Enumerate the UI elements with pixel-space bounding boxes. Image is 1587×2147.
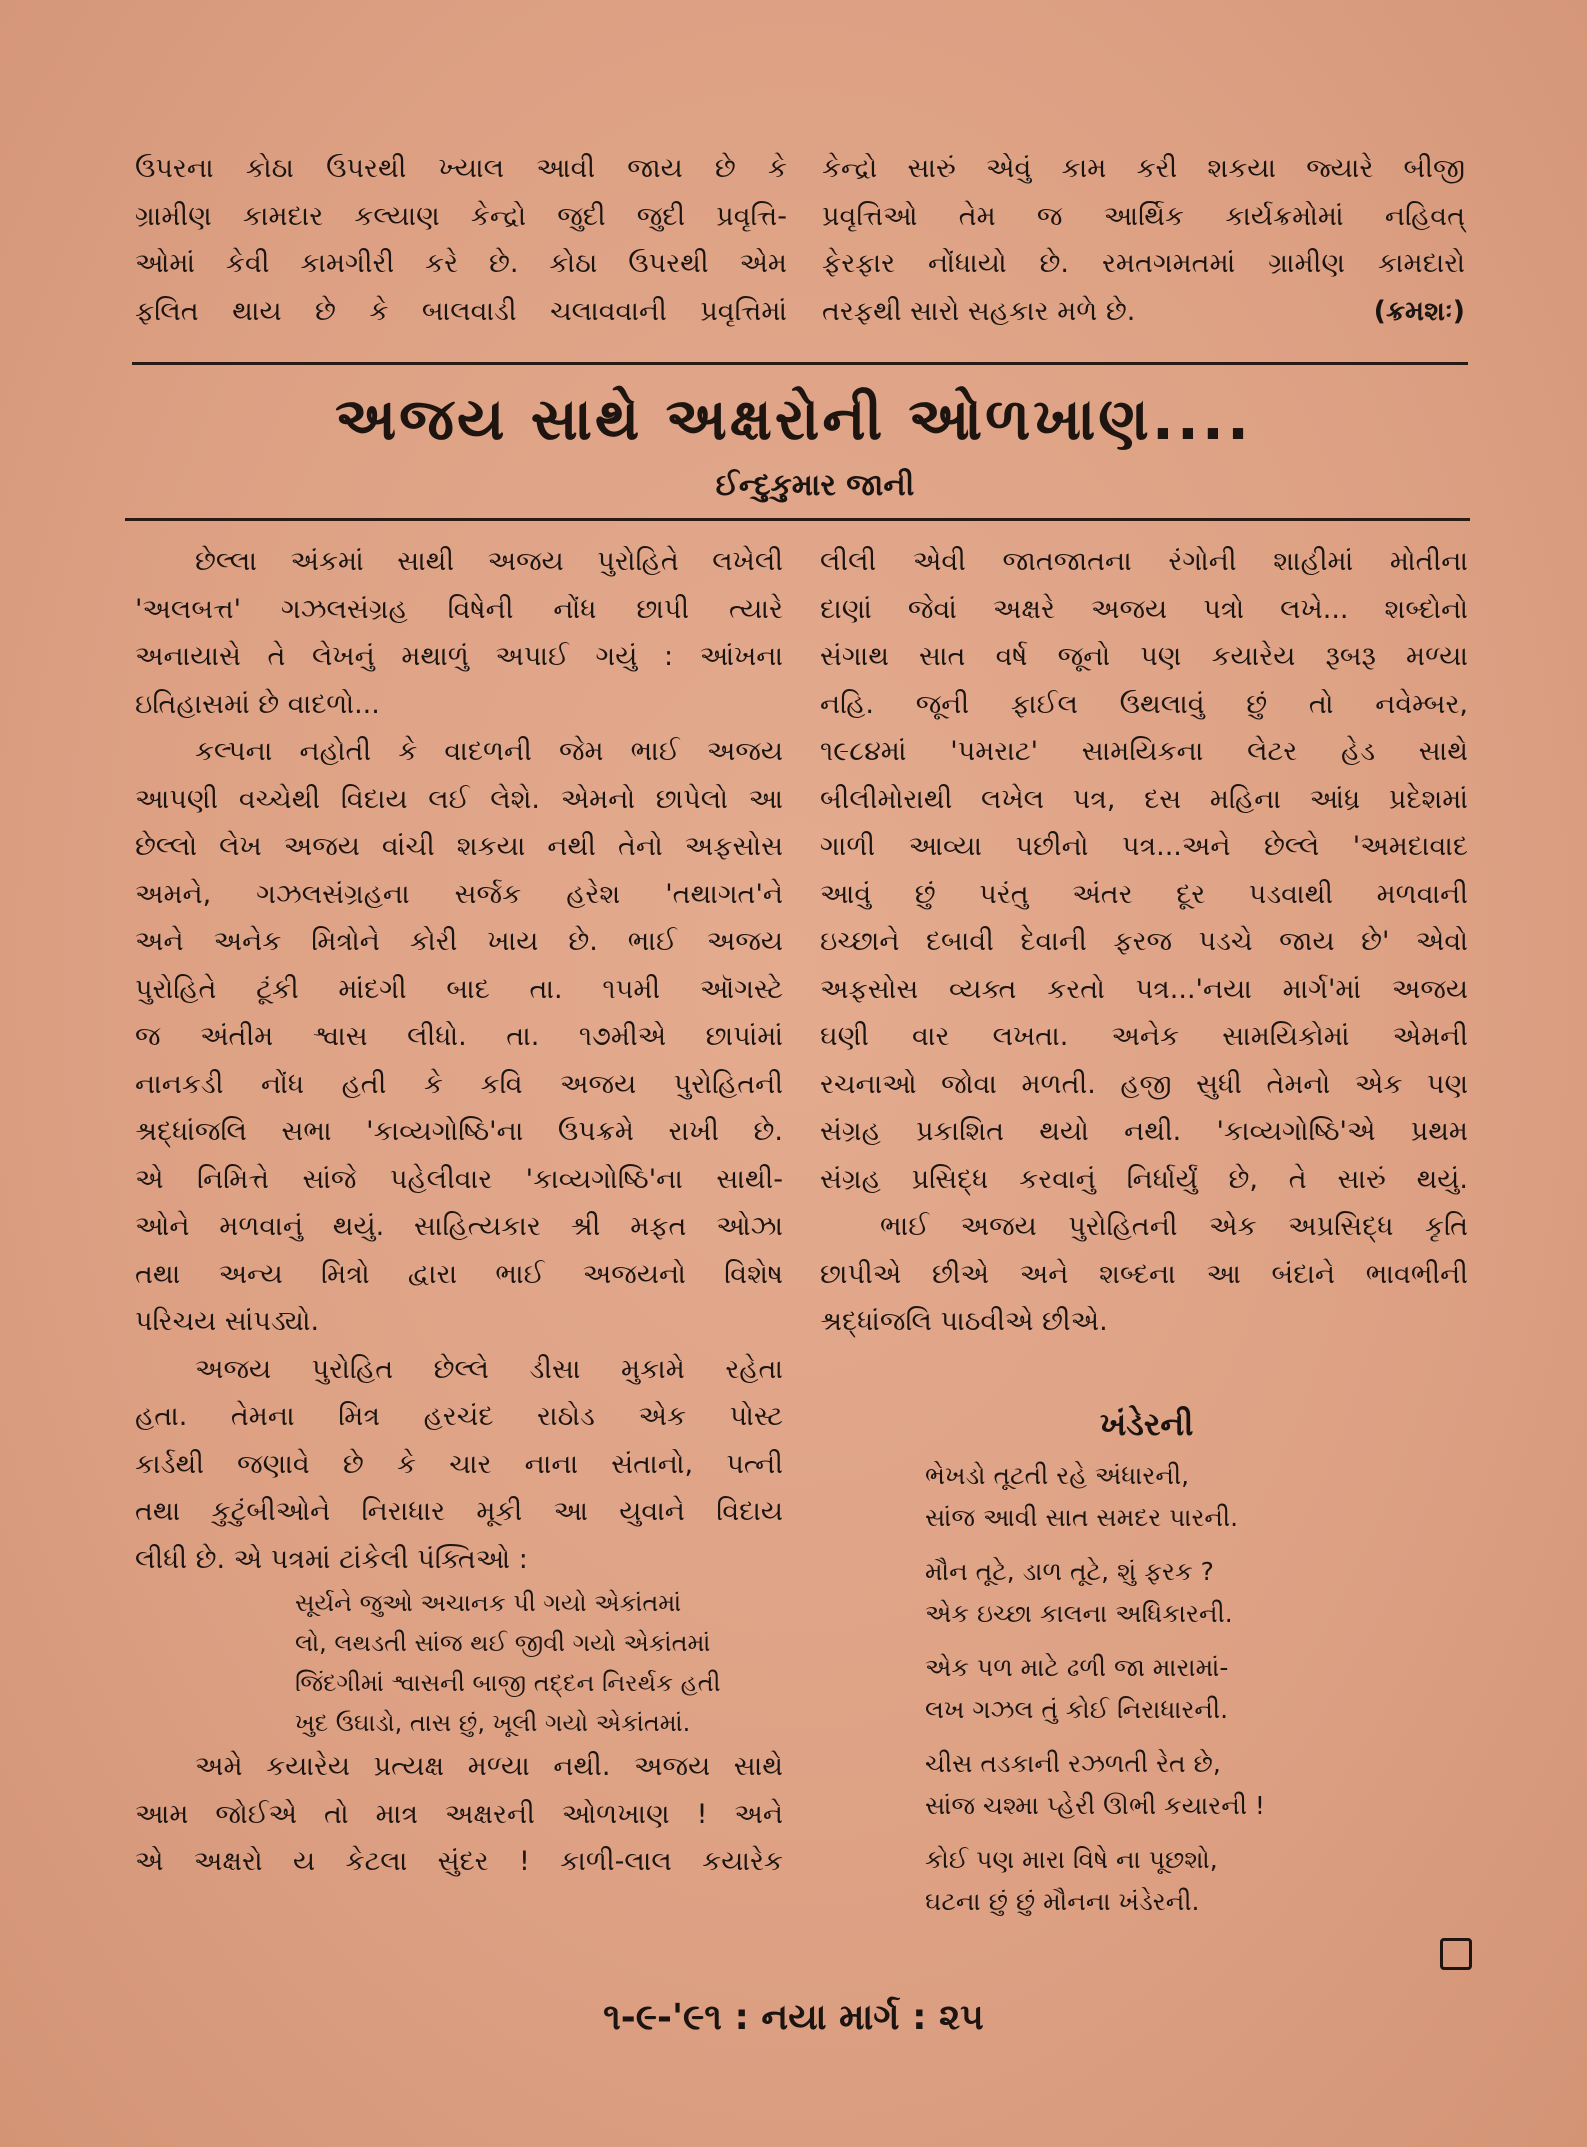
verse-line: લખ ગઝલ તું કોઈ નિરાધારની. [925, 1695, 1229, 1724]
text-line: પ્રવૃત્તિઓ તેમ જ આર્થિક કાર્યક્રમોમાં નહિવત્ [822, 200, 1465, 232]
verse-line: ભેખડો તૂટતી રહે અંધારની, [925, 1461, 1190, 1490]
text-line: શ્રદ્ધાંજલિ સભા 'કાવ્યગોષ્ઠિ'ના ઉપક્રમે રાખી છે. [135, 1116, 783, 1147]
poem-stanza [925, 1551, 1375, 1635]
verse-line: એક ઇચ્છા કાલના અધિકારની. [925, 1599, 1233, 1628]
text-line: આમ જોઈએ તો માત્ર અક્ષરની ઓળખાણ ! અને [135, 1798, 783, 1830]
text-line: લીલી એવી જાતજાતના રંગોની શાહીમાં મોતીના [820, 546, 1468, 577]
text-line: અમે કયારેય પ્રત્યક્ષ મળ્યા નથી. અજય સાથે [195, 1751, 783, 1782]
text-line: છેલ્લો લેખ અજય વાંચી શકયા નથી તેનો અફસોસ [135, 831, 783, 862]
text-line: કાર્ડથી જણાવે છે કે ચાર નાના સંતાનો, પત્ની [135, 1448, 783, 1480]
text-line: પરિચય સાંપડ્યો. [135, 1306, 320, 1337]
body-right-column [820, 538, 1468, 1346]
left-paragraph-4 [135, 1743, 783, 1886]
verse-line: ખુદ ઉઘાડો, તાસ છું, ખૂલી ગયો એકાંતમાં. [295, 1709, 691, 1737]
text-line: કેન્દ્રો સારું એવું કામ કરી શકયા જ્યારે બીજી [822, 153, 1465, 184]
right-paragraph-1 [820, 538, 1468, 1203]
right-paragraph-2 [820, 1203, 1468, 1346]
text-line: અને અનેક મિત્રોને કોરી ખાય છે. ભાઈ અજય [135, 926, 783, 957]
text-line: ગાળી આવ્યા પછીનો પત્ર...અને છેલ્લે 'અમદાવાદ [820, 831, 1468, 862]
text-line: ઘણી વાર લખતા. અનેક સામયિકોમાં એમની [820, 1021, 1468, 1052]
text-line: ફલિત થાય છે કે બાલવાડી ચલાવવાની પ્રવૃત્તિમાં [135, 295, 787, 327]
text-line: ભાઈ અજય પુરોહિતની એક અપ્રસિદ્ધ કૃતિ [880, 1211, 1468, 1242]
left-paragraph-1 [135, 538, 783, 728]
poem [925, 1455, 1375, 1935]
text-line: સંગ્રહ પ્રકાશિત થયો નથી. 'કાવ્યગોષ્ઠિ'એ પ્રથમ [820, 1116, 1468, 1147]
text-line: દાણાં જેવાં અક્ષરે અજય પત્રો લખે... શબ્દોનો [820, 593, 1468, 625]
text-line: ઇતિહાસમાં છે વાદળો... [135, 688, 380, 720]
text-line: તથા કુટુંબીઓને નિરાધાર મૂકી આ યુવાને વિદાય [135, 1496, 783, 1527]
text-line: સંગ્રહ પ્રસિદ્ધ કરવાનું નિર્ધાર્યું છે, તે સારું થયું. [820, 1163, 1468, 1195]
text-line: ગ્રામીણ કામદાર કલ્યાણ કેન્દ્રો જુદી જુદી પ્રવૃત્તિ- [135, 200, 787, 232]
article-author: ઈન્દુકુમાર જાની [715, 468, 915, 503]
top-right-column [822, 145, 1465, 335]
left-paragraph-3 [135, 1346, 783, 1584]
text-line: એ અક્ષરો ય કેટલા સુંદર ! કાળી-લાલ કયારેક [135, 1846, 783, 1877]
text-line: ૧૯૮૪માં 'પમરાટ' સામયિકના લેટર હેડ સાથે [820, 736, 1468, 767]
text-line: આપણી વચ્ચેથી વિદાય લઈ લેશે. એમનો છાપેલો આ [135, 783, 783, 815]
text-line: શ્રદ્ધાંજલિ પાઠવીએ છીએ. [820, 1306, 1108, 1337]
text-line: ઇચ્છાને દબાવી દેવાની ફરજ પડચે જાય છે' એવો [820, 926, 1468, 957]
body-left-column [135, 538, 783, 1886]
title-divider [125, 518, 1470, 521]
verse-line: સૂર્યને જુઓ અચાનક પી ગયો એકાંતમાં [295, 1589, 682, 1617]
top-left-column [135, 145, 787, 335]
verse-line: સાંજ આવી સાત સમદર પારની. [925, 1503, 1239, 1532]
text-line: પુરોહિતે ટૂંકી માંદગી બાદ તા. ૧૫મી ઑગસ્ટે [135, 973, 783, 1005]
text-line: સંગાથ સાત વર્ષ જૂનો પણ કયારેય રૂબરૂ મળ્યા [820, 641, 1468, 672]
text-line: છેલ્લા અંકમાં સાથી અજય પુરોહિતે લખેલી [195, 546, 783, 577]
verse-line: મૌન તૂટે, ડાળ તૂટે, શું ફરક ? [925, 1557, 1214, 1586]
text-line: છાપીએ છીએ અને શબ્દના આ બંદાને ભાવભીની [820, 1258, 1468, 1290]
last-line-text: તરફથી સારો સહકાર મળે છે. [822, 295, 1136, 327]
page-footer: ૧-૯-'૯૧ : નયા માર્ગ : ૨૫ [603, 1997, 984, 2038]
verse-line: ચીસ તડકાની રઝળતી રેત છે, [925, 1749, 1221, 1778]
continued-mark: (ક્રમશઃ) [1373, 295, 1465, 327]
verse-line: લો, લથડતી સાંજ થઈ જીવી ગયો એકાંતમાં [295, 1629, 711, 1657]
text-line: કલ્પના નહોતી કે વાદળની જેમ ભાઈ અજય [195, 736, 783, 767]
left-paragraph-2 [135, 728, 783, 1346]
text-line: નાનકડી નોંધ હતી કે કવિ અજય પુરોહિતની [135, 1068, 783, 1100]
text-line: બીલીમોરાથી લખેલ પત્ર, દસ મહિના આંધ્ર પ્રદેશમાં [820, 783, 1468, 815]
quoted-couplet [295, 1583, 783, 1743]
verse-line: ઘટના છું છું મૌનના ખંડેરની. [925, 1887, 1200, 1916]
top-left-paragraph [135, 145, 787, 335]
poem-stanza [925, 1455, 1375, 1539]
text-line: 'અલબત્ત' ગઝલસંગ્રહ વિષેની નોંધ છાપી ત્યારે [135, 593, 783, 625]
verse-line: એક પળ માટે ઢળી જા મારામાં- [925, 1653, 1229, 1682]
text-line: રચનાઓ જોવા મળતી. હજી સુધી તેમનો એક પણ [820, 1068, 1468, 1100]
verse-line: સાંજ ચશ્મા પ્હેરી ઊભી કયારની ! [925, 1791, 1265, 1820]
text-line: જ અંતીમ શ્વાસ લીધો. તા. ૧૭મીએ છાપાંમાં [135, 1021, 783, 1052]
text-line: આવું છું પરંતુ અંતર દૂર પડવાથી મળવાની [820, 878, 1468, 910]
verse-line: કોઈ પણ મારા વિષે ના પૂછશો, [925, 1845, 1218, 1874]
text-line: અનાયાસે તે લેખનું મથાળું અપાઈ ગયું : આંખના [135, 641, 783, 672]
end-of-article-icon [1440, 1938, 1472, 1970]
poem-stanza [925, 1647, 1375, 1731]
text-line: ફેરફાર નોંધાયો છે. રમતગમતમાં ગ્રામીણ કામદારો [822, 248, 1465, 279]
text-line: ઓમાં કેવી કામગીરી કરે છે. કોઠા ઉપરથી એમ [135, 248, 787, 279]
text-line: અમને, ગઝલસંગ્રહના સર્જક હરેશ 'તથાગત'ને [135, 878, 783, 910]
top-right-paragraph [822, 145, 1465, 335]
text-line: અફસોસ વ્યક્ત કરતો પત્ર...'નયા માર્ગ'માં અજય [820, 973, 1468, 1005]
text-line: ઉપરના કોઠા ઉપરથી ખ્યાલ આવી જાય છે કે [135, 153, 787, 184]
verse-line: જિંદગીમાં શ્વાસની બાજી તદ્દન નિરર્થક હતી [295, 1669, 721, 1697]
text-line: નહિ. જૂની ફાઈલ ઉથલાવું છું તો નવેમ્બર, [820, 688, 1468, 720]
text-line: એ નિમિત્તે સાંજે પહેલીવાર 'કાવ્યગોષ્ઠિ'ના સાથી- [135, 1163, 783, 1195]
poem-title: ખંડેરની [1100, 1405, 1194, 1443]
poem-stanza [925, 1839, 1375, 1923]
top-divider [132, 362, 1468, 365]
text-line [822, 288, 1465, 336]
text-line: ઓને મળવાનું થયું. સાહિત્યકાર શ્રી મફત ઓઝા [135, 1211, 783, 1242]
text-line: તથા અન્ય મિત્રો દ્વારા ભાઈ અજયનો વિશેષ [135, 1258, 783, 1290]
text-line: અજય પુરોહિત છેલ્લે ડીસા મુકામે રહેતા [195, 1353, 783, 1385]
poem-stanza [925, 1743, 1375, 1827]
text-line: હતા. તેમના મિત્ર હરચંદ રાઠોડ એક પોસ્ટ [135, 1401, 783, 1432]
article-title: અજય સાથે અક્ષરોની ઓળખાણ.... [334, 385, 1252, 453]
text-line: લીધી છે. એ પત્રમાં ટાંકેલી પંક્તિઓ : [135, 1543, 528, 1575]
